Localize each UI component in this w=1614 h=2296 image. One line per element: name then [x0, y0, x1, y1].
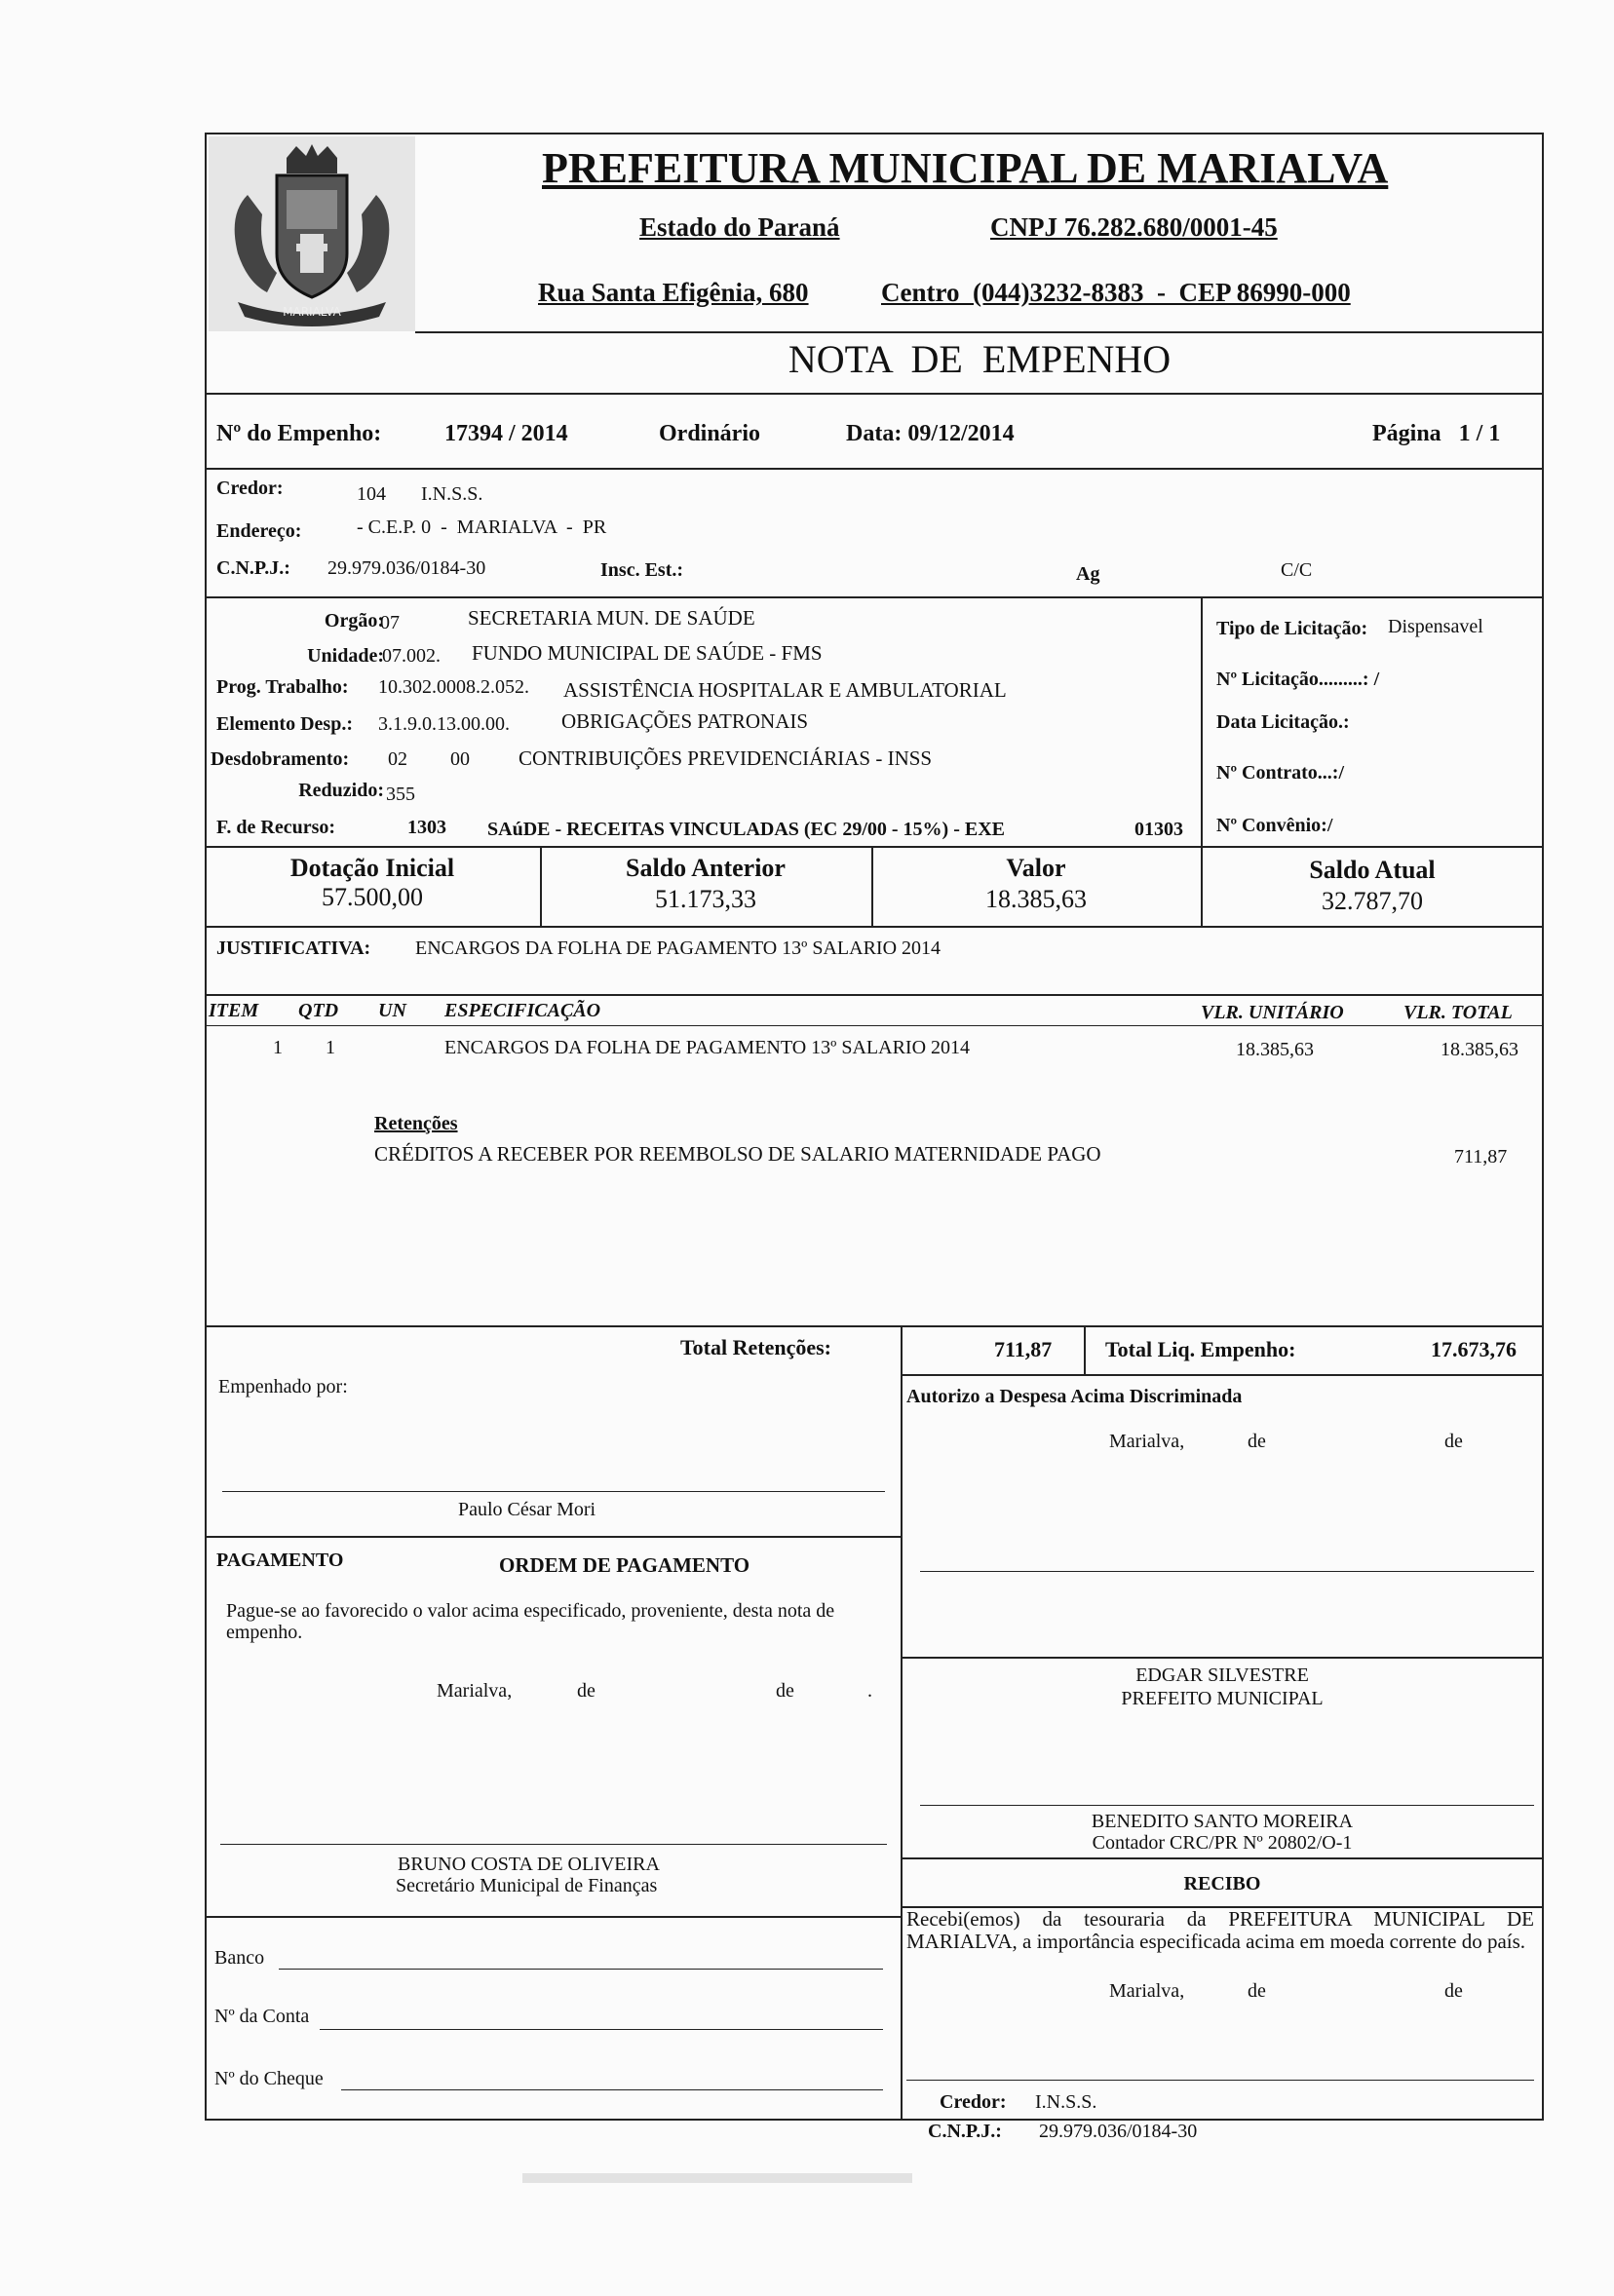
col-item-header: ITEM — [209, 1000, 259, 1021]
desdobramento-label: Desdobramento: — [211, 748, 350, 770]
empenhado-label: Empenhado por: — [218, 1376, 348, 1397]
orgao-label: Orgão: — [324, 610, 384, 631]
recibo-cnpj-label: C.N.P.J.: — [928, 2121, 1002, 2142]
saldo-anterior-value: 51.173,33 — [655, 885, 756, 913]
orgao-name: SECRETARIA MUN. DE SAÚDE — [468, 606, 755, 630]
header-address: Rua Santa Efigênia, 680 — [538, 278, 809, 307]
prog-trabalho-code: 10.302.0008.2.052. — [378, 676, 529, 698]
header-contact: Centro (044)3232-8383 - CEP 86990-000 — [881, 278, 1351, 307]
retencoes-title: Retenções — [374, 1113, 458, 1134]
total-retencoes-value: 711,87 — [994, 1337, 1053, 1361]
dotacao-value: 57.500,00 — [322, 883, 423, 911]
justificativa-text: ENCARGOS DA FOLHA DE PAGAMENTO 13º SALARIO 2014 — [415, 938, 942, 959]
reduzido-label: Reduzido: — [298, 780, 384, 801]
col-un-header: UN — [378, 1000, 406, 1021]
insc-est-label: Insc. Est.: — [600, 559, 684, 581]
recibo-place: Marialva, — [1109, 1980, 1185, 2002]
saldo-atual-value: 32.787,70 — [1322, 887, 1423, 915]
credor-code: 104 — [357, 483, 386, 505]
document-title: NOTA DE EMPENHO — [788, 337, 1172, 381]
empenho-label: Nº do Empenho: — [216, 421, 382, 446]
desdobramento-a: 02 — [388, 748, 407, 770]
fonte-recurso-name: SAúDE - RECEITAS VINCULADAS (EC 29/00 - 15%) - EXE — [487, 819, 1005, 840]
desdobramento-name: CONTRIBUIÇÕES PREVIDENCIÁRIAS - INSS — [519, 746, 933, 770]
saldo-anterior-label: Saldo Anterior — [626, 854, 786, 882]
contador-name: BENEDITO SANTO MOREIRA — [1091, 1811, 1354, 1832]
page-number: Página 1 / 1 — [1372, 421, 1501, 446]
autorizo-place: Marialva, — [1109, 1431, 1185, 1452]
licitacao-number: Nº Licitação.........: / — [1216, 669, 1380, 690]
row-qtd: 1 — [326, 1037, 335, 1058]
credor-cnpj: 29.979.036/0184-30 — [327, 557, 486, 579]
valor-value: 18.385,63 — [985, 885, 1087, 913]
justificativa-label: JUSTIFICATIVA: — [216, 938, 371, 959]
banco-label: Banco — [214, 1947, 265, 1969]
credor-name: I.N.S.S. — [421, 483, 483, 505]
saldo-atual-label: Saldo Atual — [1309, 856, 1436, 884]
unidade-label: Unidade: — [307, 645, 384, 667]
orgao-code: 07 — [380, 612, 400, 633]
reduzido-value: 355 — [386, 784, 415, 805]
endereco-value: - C.E.P. 0 - MARIALVA - PR — [357, 517, 607, 538]
recibo-cnpj-value: 29.979.036/0184-30 — [1039, 2121, 1198, 2142]
credor-label: Credor: — [216, 478, 284, 499]
unidade-code: 07.002. — [382, 645, 441, 667]
desdobramento-b: 00 — [450, 748, 470, 770]
autorizo-label: Autorizo a Despesa Acima Discriminada — [906, 1386, 1243, 1407]
prefeito-role: PREFEITO MUNICIPAL — [1121, 1688, 1324, 1709]
recibo-credor-label: Credor: — [940, 2091, 1007, 2113]
agency-label: Ag — [1076, 563, 1100, 585]
scan-stamp — [522, 2167, 912, 2189]
dotacao-label: Dotação Inicial — [289, 854, 455, 882]
total-liquido-label: Total Liq. Empenho: — [1105, 1337, 1296, 1361]
recibo-de2: de — [1444, 1980, 1463, 2002]
state-label: Estado do Paraná — [639, 212, 840, 242]
pagamento-text: Pague-se ao favorecido o valor acima especificado, proveniente, desta nota de empenho. — [226, 1600, 835, 1644]
total-liquido-value: 17.673,76 — [1431, 1337, 1517, 1361]
endereco-label: Endereço: — [216, 520, 302, 542]
prog-trabalho-name: ASSISTÊNCIA HOSPITALAR E AMBULATORIAL — [563, 678, 1007, 702]
row-unit-value: 18.385,63 — [1236, 1039, 1314, 1060]
tipo-licitacao-label: Tipo de Licitação: — [1216, 618, 1368, 639]
unidade-name: FUNDO MUNICIPAL DE SAÚDE - FMS — [472, 641, 823, 665]
autorizo-de2: de — [1444, 1431, 1463, 1452]
recibo-de1: de — [1248, 1980, 1266, 2002]
autorizo-de1: de — [1248, 1431, 1266, 1452]
elemento-name: OBRIGAÇÕES PATRONAIS — [561, 709, 809, 733]
empenhado-signer: Paulo César Mori — [458, 1499, 596, 1520]
prog-trabalho-label: Prog. Trabalho: — [216, 676, 349, 698]
empenho-number: 17394 / 2014 — [444, 421, 568, 446]
page-title: PREFEITURA MUNICIPAL DE MARIALVA — [542, 144, 1389, 192]
contador-role: Contador CRC/PR Nº 20802/O-1 — [1092, 1832, 1353, 1854]
convenio-number: Nº Convênio:/ — [1216, 815, 1333, 836]
retencao-value: 711,87 — [1454, 1146, 1508, 1167]
ordem-pagamento-title: ORDEM DE PAGAMENTO — [499, 1553, 750, 1577]
pagamento-label: PAGAMENTO — [216, 1550, 344, 1571]
row-total-value: 18.385,63 — [1441, 1039, 1518, 1060]
row-item: 1 — [273, 1037, 283, 1058]
fonte-recurso-code: 1303 — [407, 817, 446, 838]
contrato-number: Nº Contrato...:/ — [1216, 762, 1345, 784]
pagamento-signer-name: BRUNO COSTA DE OLIVEIRA — [398, 1854, 660, 1875]
col-unit-header: VLR. UNITÁRIO — [1201, 1002, 1344, 1023]
pagamento-place: Marialva, — [437, 1680, 513, 1702]
empenho-date: Data: 09/12/2014 — [846, 421, 1015, 446]
col-spec-header: ESPECIFICAÇÃO — [444, 1000, 601, 1021]
cheque-label: Nº do Cheque — [214, 2068, 324, 2089]
fonte-recurso-label: F. de Recurso: — [216, 817, 336, 838]
col-total-header: VLR. TOTAL — [1403, 1002, 1513, 1023]
cnpj-label: C.N.P.J.: — [216, 557, 290, 579]
elemento-code: 3.1.9.0.13.00.00. — [378, 713, 510, 735]
empenho-type: Ordinário — [659, 421, 761, 446]
coat-of-arms-icon — [209, 136, 415, 331]
valor-label: Valor — [1006, 854, 1066, 882]
prefeito-name: EDGAR SILVESTRE — [1135, 1665, 1309, 1686]
licitacao-date: Data Licitação.: — [1216, 711, 1350, 733]
pagamento-signer-role: Secretário Municipal de Finanças — [396, 1875, 658, 1896]
row-spec: ENCARGOS DA FOLHA DE PAGAMENTO 13º SALARIO 2014 — [444, 1037, 971, 1058]
pagamento-de1: de — [577, 1680, 596, 1702]
recibo-credor-value: I.N.S.S. — [1035, 2091, 1097, 2113]
retencao-text: CRÉDITOS A RECEBER POR REEMBOLSO DE SALARIO MATERNIDADE PAGO — [374, 1142, 1101, 1166]
tipo-licitacao-value: Dispensavel — [1388, 616, 1483, 637]
recibo-title: RECIBO — [1183, 1873, 1261, 1894]
fonte-recurso-code2: 01303 — [1134, 819, 1183, 840]
account-label: C/C — [1281, 559, 1313, 581]
elemento-label: Elemento Desp.: — [216, 713, 353, 735]
header-cnpj: CNPJ 76.282.680/0001-45 — [990, 212, 1278, 242]
col-qtd-header: QTD — [298, 1000, 339, 1021]
pagamento-de2: de — [776, 1680, 794, 1702]
svg-text:MARIALVA: MARIALVA — [283, 305, 341, 319]
recibo-text: Recebi(emos) da tesouraria da PREFEITURA MUNICIPAL DE MARIALVA, a importância especificada acima em moeda corrente do país. — [906, 1907, 1534, 1954]
period-mark: . — [867, 1680, 872, 1702]
total-retencoes-label: Total Retenções: — [680, 1335, 831, 1359]
conta-label: Nº da Conta — [214, 2006, 310, 2027]
